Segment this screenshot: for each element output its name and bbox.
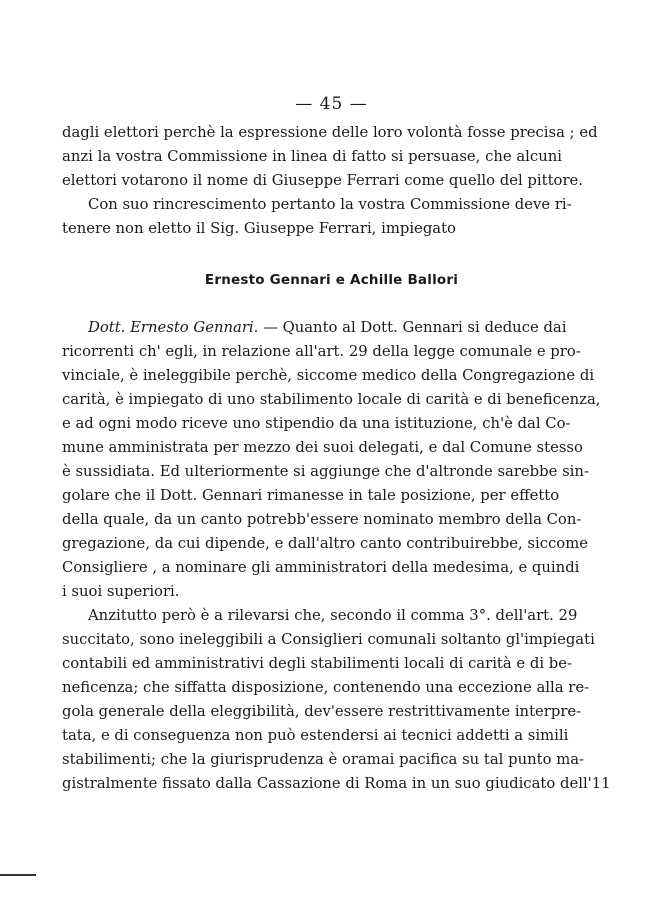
text-line: neficenza; che siffatta disposizione, contenendo una eccezione alla re- bbox=[62, 679, 590, 696]
text-line: gola generale della eleggibilità, dev'essere restrittivamente interpre- bbox=[62, 703, 582, 720]
text-line-first bbox=[88, 316, 567, 340]
text-line: anzi la vostra Commissione in linea di fatto si persuase, che alcuni bbox=[62, 148, 562, 165]
text-line: mune amministrata per mezzo dei suoi delegati, e dal Comune stesso bbox=[62, 439, 583, 456]
section-heading: Ernesto Gennari e Achille Ballori bbox=[204, 272, 459, 288]
scan-edge-mark bbox=[0, 874, 36, 876]
text-line: Consigliere , a nominare gli amministratori della medesima, e quindi bbox=[62, 559, 580, 576]
text-line: ricorrenti ch' egli, in relazione all'art. 29 della legge comunale e pro- bbox=[62, 343, 581, 360]
text-line: è sussidiata. Ed ulteriormente si aggiunge che d'altronde sarebbe sin- bbox=[62, 463, 589, 480]
text-line: vinciale, è ineleggibile perchè, siccome medico della Congregazione di bbox=[62, 367, 595, 384]
text-line: Anzitutto però è a rilevarsi che, secondo il comma 3°. dell'art. 29 bbox=[88, 607, 578, 624]
text-line: carità, è impiegato di uno stabilimento locale di carità e di beneficenza, bbox=[62, 391, 601, 408]
text-line: i suoi superiori. bbox=[62, 583, 180, 600]
text-line: succitato, sono ineleggibili a Consiglieri comunali soltanto gl'impiegati bbox=[62, 631, 595, 648]
text-line: e ad ogni modo riceve uno stipendio da una istituzione, ch'è dal Co- bbox=[62, 415, 571, 432]
text-line: tata, e di conseguenza non può estendersi ai tecnici addetti a simili bbox=[62, 727, 569, 744]
text-line: gregazione, da cui dipende, e dall'altro canto contribuirebbe, siccome bbox=[62, 535, 588, 552]
text-line: elettori votarono il nome di Giuseppe Ferrari come quello del pittore. bbox=[62, 172, 583, 189]
text-line: della quale, da un canto potrebb'essere nominato membro della Con- bbox=[62, 511, 582, 528]
text-line: contabili ed amministrativi degli stabilimenti locali di carità e di be- bbox=[62, 655, 572, 672]
text-line: dagli elettori perchè la espressione delle loro volontà fosse precisa ; ed bbox=[62, 124, 598, 141]
text-line: Con suo rincrescimento pertanto la vostra Commissione deve ri- bbox=[88, 196, 572, 213]
italic-lead: Dott. Ernesto Gennari. bbox=[88, 319, 259, 336]
lead-rest: — Quanto al Dott. Gennari si deduce dai bbox=[258, 319, 567, 336]
text-line: stabilimenti; che la giurisprudenza è oramai pacifica su tal punto ma- bbox=[62, 751, 585, 768]
text-line: golare che il Dott. Gennari rimanesse in tale posizione, per effetto bbox=[62, 487, 560, 504]
text-line: tenere non eletto il Sig. Giuseppe Ferrari, impiegato bbox=[62, 220, 456, 237]
page-number: — 45 — bbox=[295, 94, 368, 114]
text-line: gistralmente fissato dalla Cassazione di Roma in un suo giudicato dell'11 bbox=[62, 775, 611, 792]
